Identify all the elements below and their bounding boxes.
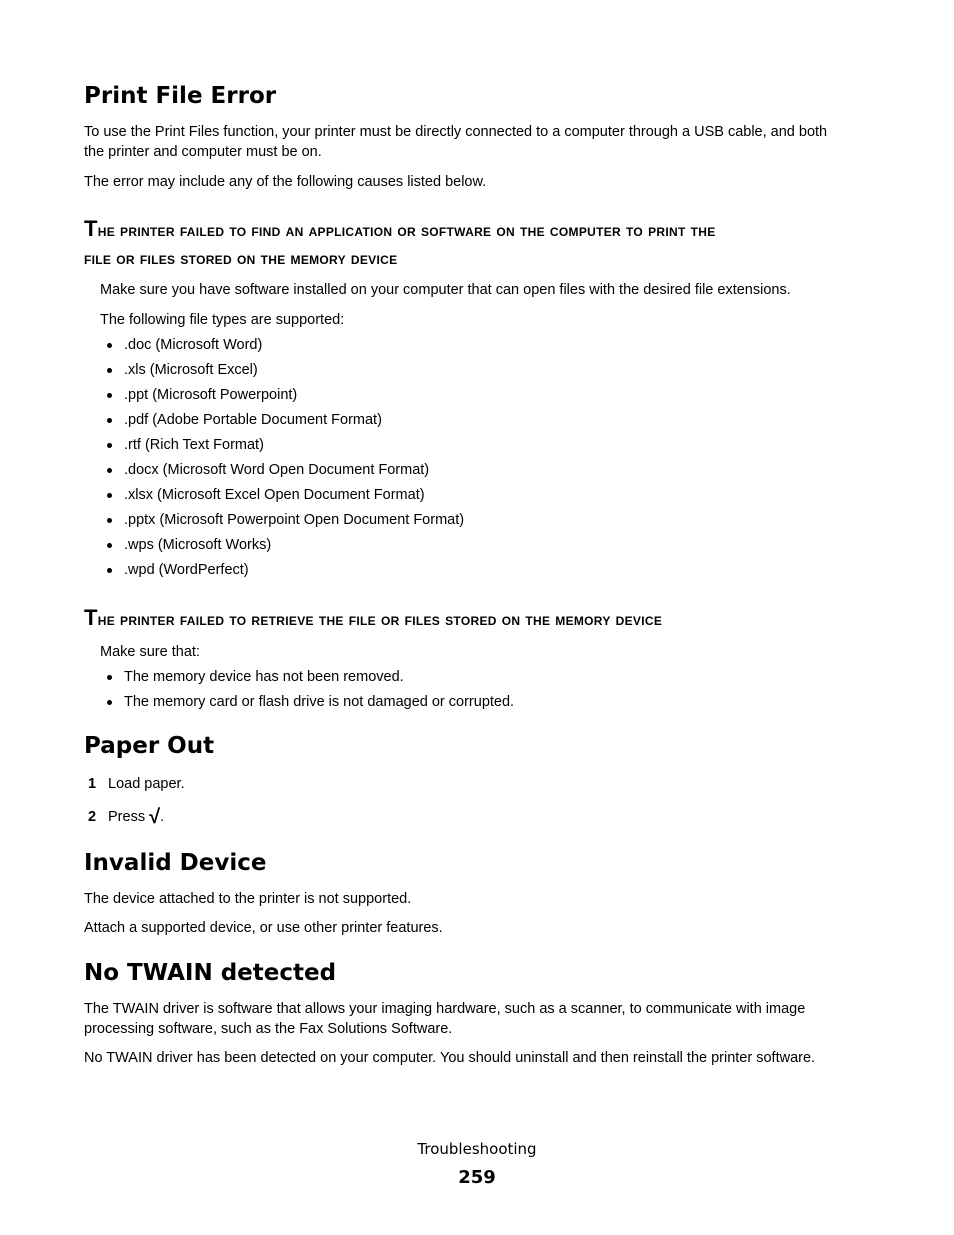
no-twain-para1-line2: processing software, such as the Fax Solutions Software. — [84, 1021, 453, 1037]
cause2-heading-first-letter: T — [84, 605, 98, 630]
section-title-no-twain: No TWAIN detected — [84, 960, 337, 986]
list-item — [104, 560, 464, 585]
print-file-error-para1-line2: the printer and computer must be on. — [84, 144, 322, 160]
bullet-icon — [107, 393, 112, 398]
list-item-text: .ppt (Microsoft Powerpoint) — [124, 387, 298, 403]
cause1-para2: The following file types are supported: — [100, 312, 345, 328]
section-title-print-file-error: Print File Error — [84, 83, 277, 109]
paper-out-steps — [88, 774, 185, 827]
bullet-icon — [107, 568, 112, 573]
cause1-heading-line2: file or files stored on the memory device — [84, 249, 398, 268]
bullet-icon — [107, 468, 112, 473]
list-item-text: The memory card or flash drive is not damaged or corrupted. — [124, 694, 515, 710]
cause1-para1: Make sure you have software installed on your computer that can open files with the desired file extensions. — [100, 282, 791, 298]
cause1-heading-first-letter: T — [84, 216, 98, 241]
list-item-text: .doc (Microsoft Word) — [124, 337, 263, 353]
list-item — [104, 360, 464, 385]
bullet-icon — [107, 518, 112, 523]
step-item — [88, 807, 185, 827]
list-item-text: .wpd (WordPerfect) — [124, 562, 249, 578]
print-file-error-para2: The error may include any of the following causes listed below. — [84, 174, 487, 190]
section-title-paper-out: Paper Out — [84, 733, 215, 759]
bullet-icon — [107, 368, 112, 373]
no-twain-para2: No TWAIN driver has been detected on your computer. You should uninstall and then reinstall the printer software. — [84, 1050, 816, 1066]
bullet-icon — [107, 343, 112, 348]
no-twain-para1 — [84, 999, 805, 1039]
print-file-error-para1 — [84, 122, 827, 162]
bullet-icon — [107, 443, 112, 448]
cause1-heading — [84, 215, 716, 273]
step-text: Load paper. — [108, 776, 185, 792]
step-number: 2 — [88, 809, 97, 825]
invalid-device-para2: Attach a supported device, or use other printer features. — [84, 920, 443, 936]
cause2-heading — [84, 604, 662, 634]
list-item-text: The memory device has not been removed. — [124, 669, 404, 685]
list-item — [104, 335, 464, 360]
footer-section-name: Troubleshooting — [417, 1140, 537, 1158]
step-item — [88, 774, 185, 807]
list-item-text: .rtf (Rich Text Format) — [124, 437, 264, 453]
list-item — [104, 535, 464, 560]
bullet-icon — [107, 543, 112, 548]
bullet-icon — [107, 700, 112, 705]
list-item — [104, 410, 464, 435]
list-item — [104, 692, 514, 717]
list-item-text: .wps (Microsoft Works) — [124, 537, 272, 553]
step-number: 1 — [88, 776, 97, 792]
checkmark-icon: √ — [149, 806, 161, 828]
bullet-icon — [107, 418, 112, 423]
list-item — [104, 667, 514, 692]
list-item — [104, 460, 464, 485]
list-item — [104, 385, 464, 410]
step-text: Press — [108, 809, 150, 825]
step-suffix: . — [160, 809, 165, 825]
section-title-invalid-device: Invalid Device — [84, 850, 267, 876]
cause1-heading-line1: he printer failed to find an application or software on the computer to print the — [97, 221, 716, 240]
list-item-text: .docx (Microsoft Word Open Document Format) — [124, 462, 430, 478]
list-item-text: .xls (Microsoft Excel) — [124, 362, 258, 378]
bullet-icon — [107, 675, 112, 680]
bullet-icon — [107, 493, 112, 498]
cause2-heading-text: he printer failed to retrieve the file or files stored on the memory device — [97, 610, 663, 629]
invalid-device-para1: The device attached to the printer is not supported. — [84, 891, 412, 907]
list-item-text: .pdf (Adobe Portable Document Format) — [124, 412, 382, 428]
footer-page-number: 259 — [458, 1167, 496, 1188]
no-twain-para1-line1: The TWAIN driver is software that allows your imaging hardware, such as a scanner, to communicate with image — [84, 1001, 806, 1017]
cause2-list — [104, 667, 514, 717]
list-item-text: .xlsx (Microsoft Excel Open Document Format) — [124, 487, 425, 503]
file-types-list — [104, 335, 464, 585]
cause2-para1: Make sure that: — [100, 644, 200, 660]
list-item — [104, 435, 464, 460]
list-item — [104, 485, 464, 510]
list-item-text: .pptx (Microsoft Powerpoint Open Document Format) — [124, 512, 465, 528]
list-item — [104, 510, 464, 535]
print-file-error-para1-line1: To use the Print Files function, your printer must be directly connected to a computer through a USB cable, and both — [84, 124, 828, 140]
